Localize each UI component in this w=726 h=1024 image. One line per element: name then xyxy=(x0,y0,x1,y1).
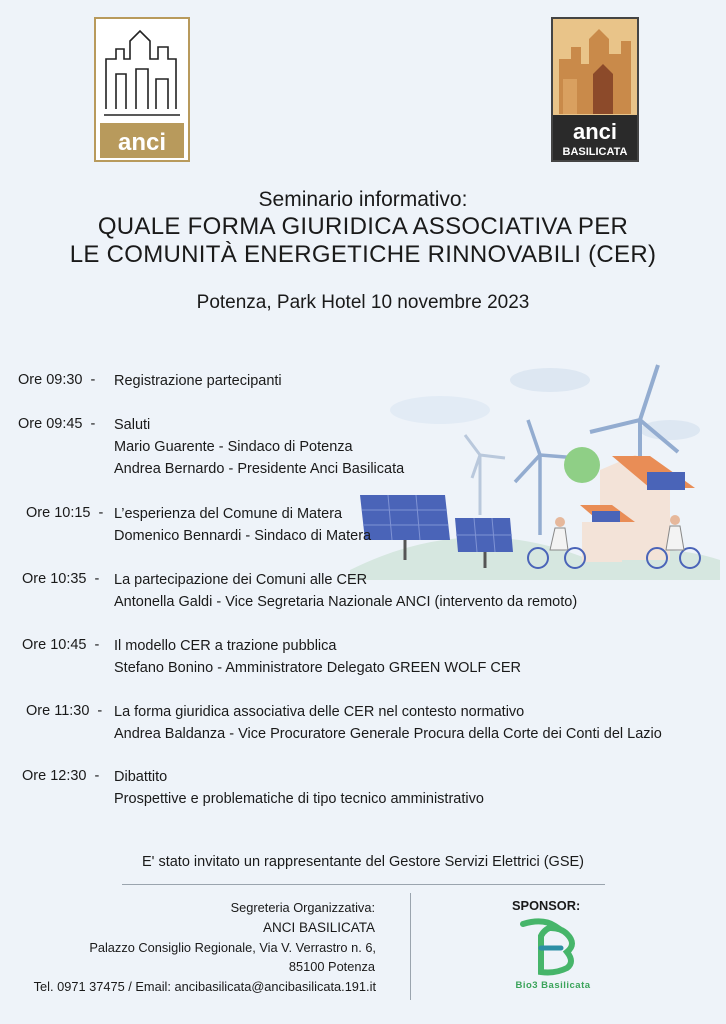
org-name: ANCI BASILICATA xyxy=(262,920,375,935)
renewable-energy-illustration xyxy=(350,360,720,580)
agenda-time: Ore 10:15 - xyxy=(26,505,104,521)
anci-basilicata-logo-text: anci xyxy=(572,119,618,144)
agenda-time: Ore 10:45 - xyxy=(22,637,100,653)
agenda-item: Dibattito Prospettive e problematiche di tipo tecnico amministrativo xyxy=(114,769,484,807)
agenda-item: La partecipazione dei Comuni alle CER Antonella Galdi - Vice Segretaria Nazionale ANCI (intervento da remoto) xyxy=(114,572,578,610)
place-date: Potenza, Park Hotel 10 novembre 2023 xyxy=(196,292,530,313)
agenda-item: Il modello CER a trazione pubblica Stefano Bonino - Amministratore Delegato GREEN WOLF CER xyxy=(114,638,521,676)
anci-logo xyxy=(94,17,190,162)
seminar-title-line1: QUALE FORMA GIURIDICA ASSOCIATIVA PER xyxy=(97,213,629,240)
agenda-time: Ore 11:30 - xyxy=(26,703,103,719)
agenda-time: Ore 09:45 - xyxy=(18,416,96,432)
seminar-subtitle: Seminario informativo: xyxy=(258,188,468,211)
seminar-title-line2: LE COMUNITÀ ENERGETICHE RINNOVABILI (CER) xyxy=(69,241,657,268)
address-line1: Palazzo Consiglio Regionale, Via V. Verrastro n. 6, xyxy=(89,940,376,955)
seminar-title xyxy=(0,213,726,269)
agenda-item: Saluti Mario Guarente - Sindaco di Potenza Andrea Bernardo - Presidente Anci Basilicata xyxy=(114,417,405,477)
sponsor-name: Bio3 Basilicata xyxy=(515,980,591,991)
agenda-item: Registrazione partecipanti xyxy=(114,373,282,389)
agenda-time: Ore 09:30 - xyxy=(18,372,96,388)
anci-logo-text: anci xyxy=(117,129,167,156)
agenda-item: La forma giuridica associativa delle CER nel contesto normativo Andrea Baldanza - Vice Procuratore Generale Procura della Corte dei Conti del Lazio xyxy=(114,704,662,742)
anci-basilicata-logo-subtext: BASILICATA xyxy=(562,146,628,158)
contacts: Tel. 0971 37475 / Email: ancibasilicata@ancibasilicata.191.it xyxy=(33,979,376,994)
divider xyxy=(122,884,605,885)
vertical-divider xyxy=(410,893,411,1000)
gse-note: E' stato invitato un rappresentante del Gestore Servizi Elettrici (GSE) xyxy=(142,854,584,870)
agenda-time: Ore 10:35 - xyxy=(22,571,100,587)
sponsor-label: SPONSOR: xyxy=(512,898,581,913)
address-line2: 85100 Potenza xyxy=(288,959,375,974)
agenda-item: L’esperienza del Comune di Matera Domenico Bennardi - Sindaco di Matera xyxy=(114,506,372,544)
anci-basilicata-logo xyxy=(551,17,639,162)
agenda-time: Ore 12:30 - xyxy=(22,768,100,784)
segreteria-label: Segreteria Organizzativa: xyxy=(230,900,375,915)
